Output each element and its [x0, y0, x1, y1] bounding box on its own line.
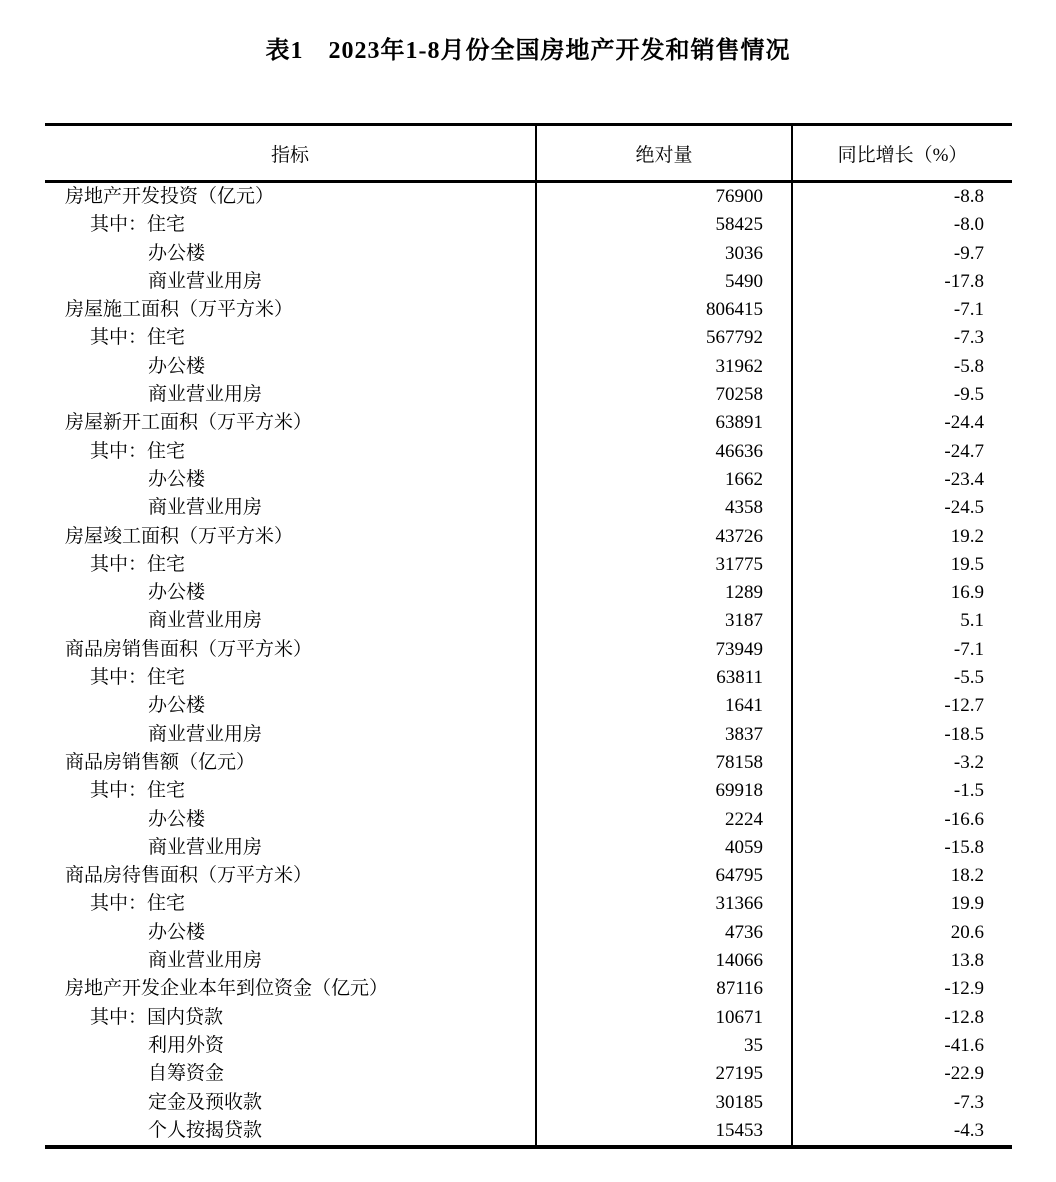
growth-value-cell: 19.5	[950, 553, 984, 575]
growth-value-cell: -12.9	[944, 978, 984, 1000]
absolute-value-cell: 31962	[537, 353, 793, 381]
absolute-value-cell: 4736	[537, 919, 793, 947]
table-row	[45, 1117, 1012, 1145]
table-row	[45, 636, 1012, 664]
absolute-value-cell: 76900	[537, 183, 793, 211]
growth-value-cell: -22.9	[944, 1063, 984, 1085]
table-row	[45, 381, 1012, 409]
absolute-value-cell: 78158	[537, 749, 793, 777]
growth-value-cell: -5.8	[953, 355, 984, 377]
column-header-absolute: 绝对量	[537, 126, 793, 180]
growth-value-cell: -7.1	[953, 299, 984, 321]
indicator-cell: 商业营业用房	[45, 268, 537, 296]
indicator-cell: 其中：住宅	[45, 324, 537, 352]
growth-value-cell: 19.9	[950, 893, 984, 915]
table-row	[45, 240, 1012, 268]
column-header-growth: 同比增长（%）	[837, 144, 968, 166]
indicator-cell: 其中：住宅	[45, 890, 537, 918]
indicator-cell: 房屋竣工面积（万平方米）	[45, 523, 537, 551]
indicator-cell: 办公楼	[45, 692, 537, 720]
absolute-value-cell: 73949	[537, 636, 793, 664]
indicator-cell: 商品房销售面积（万平方米）	[45, 636, 537, 664]
growth-value-cell: -12.8	[944, 1006, 984, 1028]
absolute-value-cell: 31366	[537, 890, 793, 918]
indicator-cell: 其中：国内贷款	[45, 1004, 537, 1032]
indicator-cell: 办公楼	[45, 466, 537, 494]
absolute-value-cell: 46636	[537, 438, 793, 466]
indicator-cell: 商品房待售面积（万平方米）	[45, 862, 537, 890]
indicator-cell: 其中：住宅	[45, 438, 537, 466]
growth-value-cell: -24.5	[944, 497, 984, 519]
growth-value-cell: -24.4	[944, 412, 984, 434]
stats-table	[45, 123, 1012, 1149]
absolute-value-cell: 70258	[537, 381, 793, 409]
growth-value-cell: -5.5	[953, 667, 984, 689]
absolute-value-cell: 87116	[537, 975, 793, 1003]
indicator-cell: 其中：住宅	[45, 211, 537, 239]
growth-value-cell: -8.8	[953, 186, 984, 207]
growth-value-cell: 16.9	[950, 582, 984, 604]
growth-value-cell: 5.1	[960, 610, 984, 632]
table-row	[45, 721, 1012, 749]
table-row	[45, 1060, 1012, 1088]
table-row	[45, 806, 1012, 834]
table-row	[45, 862, 1012, 890]
absolute-value-cell: 63811	[537, 664, 793, 692]
indicator-cell: 房地产开发投资（亿元）	[45, 183, 537, 211]
growth-value-cell: 13.8	[950, 950, 984, 972]
table-row	[45, 919, 1012, 947]
table-row	[45, 749, 1012, 777]
absolute-value-cell: 31775	[537, 551, 793, 579]
growth-value-cell: -9.7	[953, 242, 984, 264]
growth-value-cell: -3.2	[953, 751, 984, 773]
absolute-value-cell: 3036	[537, 240, 793, 268]
indicator-cell: 房屋新开工面积（万平方米）	[45, 409, 537, 437]
absolute-value-cell: 10671	[537, 1004, 793, 1032]
indicator-cell: 自筹资金	[45, 1060, 537, 1088]
absolute-value-cell: 4059	[537, 834, 793, 862]
absolute-value-cell: 4358	[537, 494, 793, 522]
absolute-value-cell: 1641	[537, 692, 793, 720]
table-header-row	[45, 126, 1012, 183]
absolute-value-cell: 58425	[537, 211, 793, 239]
table-row	[45, 438, 1012, 466]
indicator-cell: 商业营业用房	[45, 947, 537, 975]
indicator-cell: 房地产开发企业本年到位资金（亿元）	[45, 975, 537, 1003]
absolute-value-cell: 3187	[537, 607, 793, 635]
table-row	[45, 296, 1012, 324]
table-title: 表1 2023年1-8月份全国房地产开发和销售情况	[265, 38, 791, 64]
absolute-value-cell: 15453	[537, 1117, 793, 1145]
table-row	[45, 692, 1012, 720]
indicator-cell: 个人按揭贷款	[45, 1117, 537, 1145]
table-row	[45, 1032, 1012, 1060]
absolute-value-cell: 1289	[537, 579, 793, 607]
growth-value-cell: -23.4	[944, 468, 984, 490]
column-header-indicator: 指标	[45, 126, 537, 180]
table-row	[45, 607, 1012, 635]
absolute-value-cell: 63891	[537, 409, 793, 437]
table-row	[45, 183, 1012, 211]
growth-value-cell: 20.6	[950, 921, 984, 943]
table-body	[45, 183, 1012, 1145]
absolute-value-cell: 806415	[537, 296, 793, 324]
table-row	[45, 409, 1012, 437]
growth-value-cell: -8.0	[953, 214, 984, 236]
absolute-value-cell: 30185	[537, 1089, 793, 1117]
table-row	[45, 211, 1012, 239]
absolute-value-cell: 1662	[537, 466, 793, 494]
table-row	[45, 523, 1012, 551]
table-row	[45, 494, 1012, 522]
absolute-value-cell: 2224	[537, 806, 793, 834]
table-row	[45, 551, 1012, 579]
indicator-cell: 房屋施工面积（万平方米）	[45, 296, 537, 324]
table-row	[45, 1004, 1012, 1032]
indicator-cell: 其中：住宅	[45, 777, 537, 805]
table-row	[45, 268, 1012, 296]
growth-value-cell: -7.3	[953, 1091, 984, 1113]
absolute-value-cell: 43726	[537, 523, 793, 551]
table-row	[45, 579, 1012, 607]
table-row	[45, 777, 1012, 805]
table-row	[45, 324, 1012, 352]
indicator-cell: 商业营业用房	[45, 381, 537, 409]
absolute-value-cell: 3837	[537, 721, 793, 749]
table-row	[45, 353, 1012, 381]
table-row	[45, 466, 1012, 494]
indicator-cell: 办公楼	[45, 353, 537, 381]
growth-value-cell: -24.7	[944, 440, 984, 462]
indicator-cell: 办公楼	[45, 579, 537, 607]
table-row	[45, 834, 1012, 862]
indicator-cell: 办公楼	[45, 919, 537, 947]
growth-value-cell: -7.3	[953, 327, 984, 349]
indicator-cell: 商业营业用房	[45, 494, 537, 522]
indicator-cell: 商业营业用房	[45, 721, 537, 749]
absolute-value-cell: 27195	[537, 1060, 793, 1088]
absolute-value-cell: 5490	[537, 268, 793, 296]
absolute-value-cell: 69918	[537, 777, 793, 805]
indicator-cell: 利用外资	[45, 1032, 537, 1060]
growth-value-cell: 19.2	[950, 525, 984, 547]
indicator-cell: 办公楼	[45, 806, 537, 834]
table-row	[45, 664, 1012, 692]
absolute-value-cell: 64795	[537, 862, 793, 890]
growth-value-cell: -15.8	[944, 836, 984, 858]
indicator-cell: 商业营业用房	[45, 607, 537, 635]
indicator-cell: 其中：住宅	[45, 664, 537, 692]
growth-value-cell: -7.1	[953, 638, 984, 660]
absolute-value-cell: 14066	[537, 947, 793, 975]
indicator-cell: 定金及预收款	[45, 1089, 537, 1117]
table-row	[45, 1089, 1012, 1117]
growth-value-cell: 18.2	[950, 865, 984, 887]
table-row	[45, 975, 1012, 1003]
indicator-cell: 商品房销售额（亿元）	[45, 749, 537, 777]
growth-value-cell: -17.8	[944, 270, 984, 292]
growth-value-cell: -9.5	[953, 384, 984, 406]
absolute-value-cell: 567792	[537, 324, 793, 352]
growth-value-cell: -18.5	[944, 723, 984, 745]
growth-value-cell: -41.6	[944, 1034, 984, 1056]
growth-value-cell: -12.7	[944, 695, 984, 717]
indicator-cell: 其中：住宅	[45, 551, 537, 579]
growth-value-cell: -1.5	[953, 780, 984, 802]
indicator-cell: 办公楼	[45, 240, 537, 268]
absolute-value-cell: 35	[537, 1032, 793, 1060]
table-row	[45, 947, 1012, 975]
growth-value-cell: -4.3	[953, 1119, 984, 1141]
table-row	[45, 890, 1012, 918]
growth-value-cell: -16.6	[944, 808, 984, 830]
indicator-cell: 商业营业用房	[45, 834, 537, 862]
